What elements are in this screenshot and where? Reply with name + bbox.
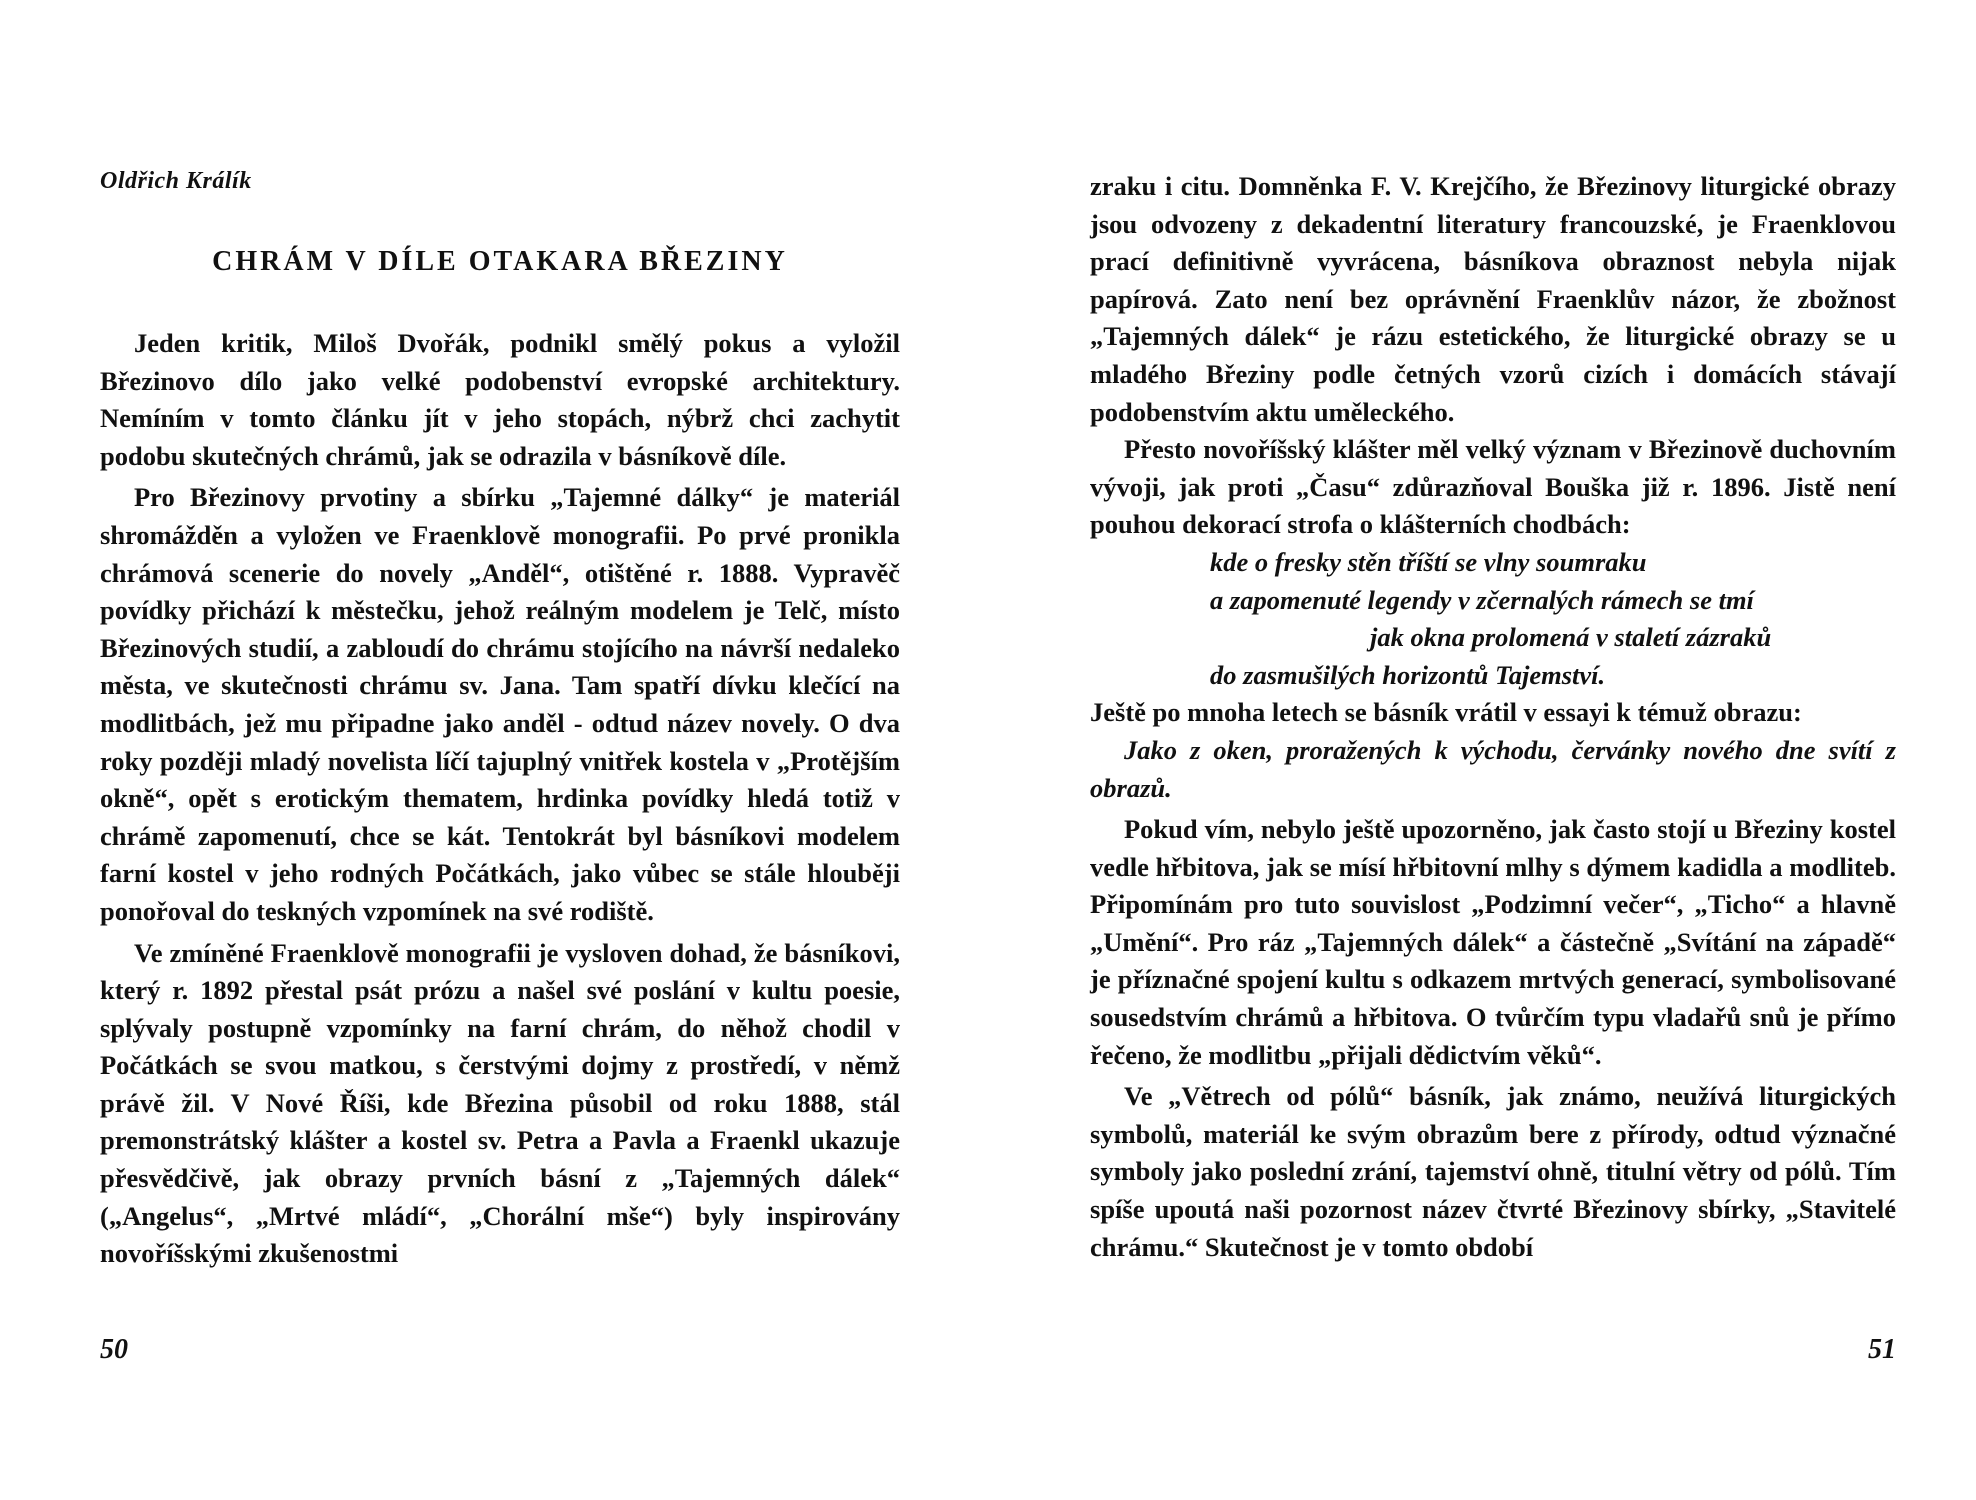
left-page-body [100,325,900,1273]
page-number: 50 [100,1334,128,1365]
verse-line: jak okna prolomená v staletí zázraků [1370,622,1772,653]
article-title: CHRÁM V DÍLE OTAKARA BŘEZINY [212,246,788,277]
right-page [1090,0,1896,1500]
left-page [100,0,900,1500]
paragraph: Pro Březinovy prvotiny a sbírku „Tajemné dálky“ je materiál shromážděn a vyložen ve Fraenklově monografii. Po prvé pronikla chrámová scenerie do novely „Anděl“, otištěné r. 1888. Vypravěč povídky přichází k městečku, jehož reálným modelem je Telč, místo Březinových studií, a zabloudí do chrámu stojícího na návrší nedaleko města, ve skutečnosti chrámu sv. Jana. Tam spatří dívku klečící na modlitbách, jež mu připadne jako anděl - odtud název novely. O dva roky později mladý novelista líčí tajuplný vnitřek kostela v „Protějším okně“, opět s erotickým thematem, hrdinka povídky hledá totiž v chrámě zapomenutí, chce se kát. Tentokrát byl básníkovi modelem farní kostel v jeho rodných Počátkách, jako vůbec se stále hlouběji ponořoval do teskných vzpomínek na své rodiště. [100,482,900,926]
verse-line: do zasmušilých horizontů Tajemství. [1210,659,1606,690]
paragraph-continued: zraku i citu. Domněnka F. V. Krejčího, že Březinovy liturgické obrazy jsou odvozeny z dekadentní literatury francouzské, je Fraenklovou prací definitivně vyvrácena, básníkova obraznost nebyla nijak papírová. Zato není bez oprávnění Fraenklův názor, že zbožnost „Tajemných dálek“ je rázu estetického, že liturgické obrazy se u mladého Březiny podle četných vzorů cizích i domácích stávají podobenstvím aktu uměleckého. [1090,171,1896,427]
verse-quote [1210,544,1896,694]
paragraph: Pokud vím, nebylo ještě upozorněno, jak často stojí u Březiny kostel vedle hřbitova, jak se mísí hřbitovní mlhy s dýmem kadidla a modliteb. Připomínám pro tuto souvislost „Podzimní večer“, „Ticho“ a hlavně „Umění“. Pro ráz „Tajemných dálek“ a částečně „Svítání na západě“ je příznačné spojení kultu s odkazem mrtvých generací, symbolisované sousedstvím chrámů a hřbitova. O tvůrčím typu vladařů snů je přímo řečeno, že modlitbu „přijali dědictvím věků“. [1090,814,1896,1070]
essay-quote: Jako z oken, proražených k východu, červánky nového dne svítí z obrazů. [1090,734,1896,803]
paragraph: Přesto novoříšský klášter měl velký význam v Březinově duchovním vývoji, jak proti „Času“ zdůrazňoval Bouška již r. 1896. Jistě není pouhou dekorací strofa o klášterních chodbách: [1090,434,1896,540]
verse-line: a zapomenuté legendy v zčernalých rámech se tmí [1210,584,1754,615]
page-number: 51 [1868,1334,1896,1365]
right-page-body [1090,168,1896,1266]
paragraph: Ve „Větrech od pólů“ básník, jak známo, neužívá liturgických symbolů, materiál ke svým obrazům bere z přírody, odtud význačné symboly jako poslední zrání, tajemství ohně, titulní větry od pólů. Tím spíše upoutá naši pozornost název čtvrté Březinovy sbírky, „Stavitelé chrámu.“ Skutečnost je v tomto období [1090,1081,1896,1262]
paragraph: Ve zmíněné Fraenklově monografii je vysloven dohad, že básníkovi, který r. 1892 přestal psát prózu a našel své poslání v kultu poesie, splývaly postupně vzpomínky na farní chrám, do něhož chodil v Počátkách se svou matkou, s čerstvými dojmy z prostředí, v němž právě žil. V Nové Říši, kde Březina působil od roku 1888, stál premonstrátský klášter a kostel sv. Petra a Pavla a Fraenkl ukazuje přesvědčivě, jak obrazy prvních básní z „Tajemných dálek“ („Angelus“, „Mrtvé mládí“, „Chorální mše“) byly inspirovány novoříšskými zkušenostmi [100,937,900,1269]
author-name: Oldřich Králík [100,168,252,194]
paragraph: Ještě po mnoha letech se básník vrátil v essayi k témuž obrazu: [1090,697,1802,728]
verse-line: kde o fresky stěn tříští se vlny soumraku [1210,546,1647,577]
paragraph: Jeden kritik, Miloš Dvořák, podnikl smělý pokus a vyložil Březinovo dílo jako velké podobenství evropské architektury. Nemíním v tomto článku jít v jeho stopách, nýbrž chci zachytit podobu skutečných chrámů, jak se odrazila v básníkově díle. [100,328,900,471]
